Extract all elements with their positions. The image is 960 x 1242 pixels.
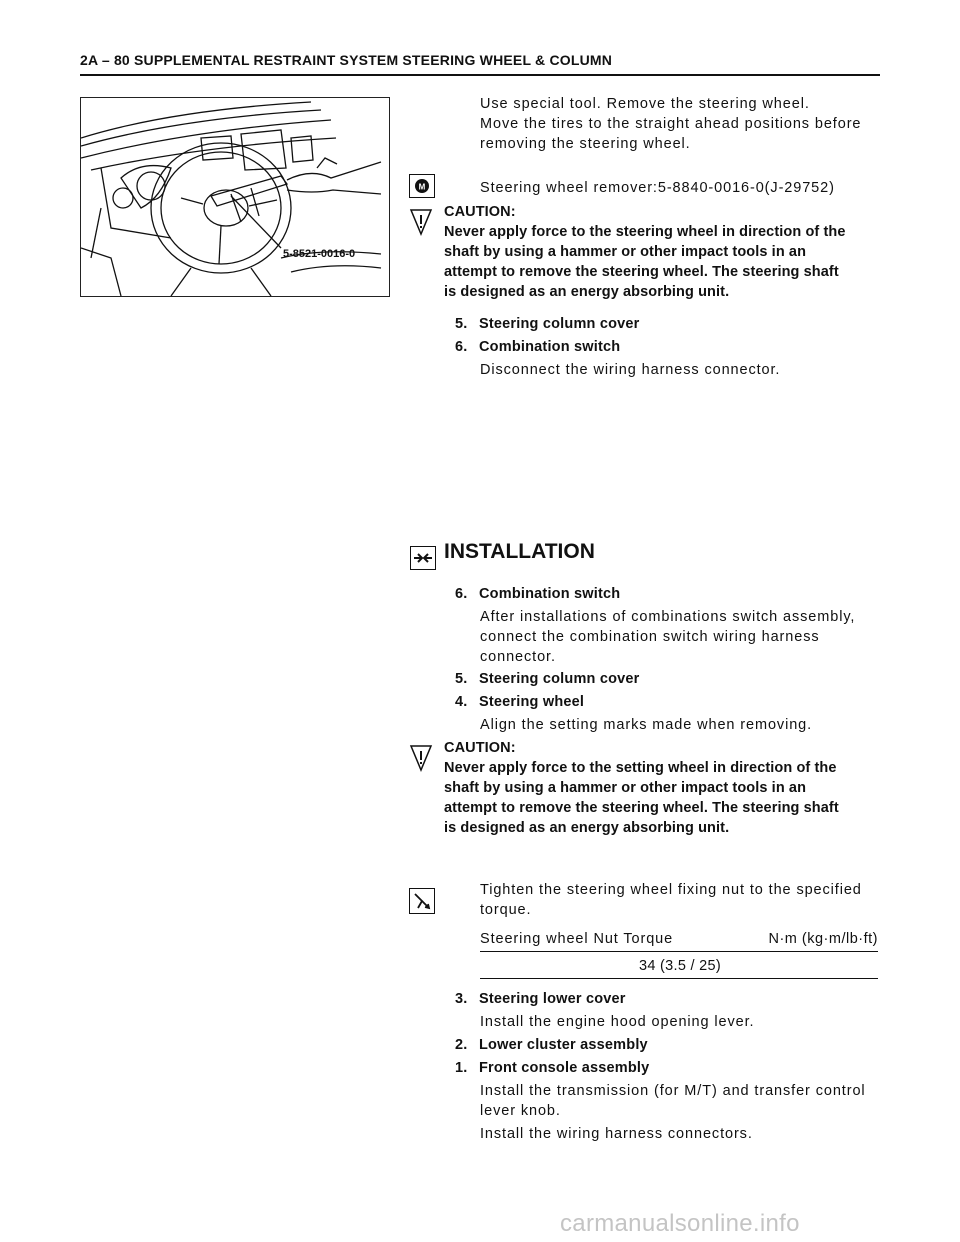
installation-caution [444,738,839,838]
steering-wheel-removal-illustration [80,97,390,297]
text-line: connector. [480,649,556,665]
steering-wheel-drawing [81,98,389,296]
svg-text:M: M [418,182,426,192]
watermark: carmanualsonline.info [560,1210,800,1237]
step-title: Steering column cover [479,316,640,332]
step-item [455,337,620,357]
step-title: Steering wheel [479,694,585,710]
step-number: 1. [455,1060,468,1076]
page-header: 2A – 80 SUPPLEMENTAL RESTRAINT SYSTEM STEERING WHEEL & COLUMN [80,52,613,68]
torque-table-value: 34 (3.5 / 25) [638,958,722,974]
step-note [480,1081,866,1144]
caution-line: Never apply force to the steering wheel in direction of the [444,224,846,240]
torque-table-unit: N·m (kg·m/lb·ft) [768,931,878,947]
torque-wrench-icon [409,888,435,914]
step-item [455,1058,649,1078]
step-note: Align the setting marks made when removing. [480,717,813,733]
text-line: lever knob. [480,1103,561,1119]
caution-line: attempt to remove the steering wheel. The steering shaft [444,264,839,280]
removal-intro [480,94,861,154]
tool-number-label: 5-8521-0016-0 [283,248,356,260]
torque-table-label: Steering wheel Nut Torque [480,931,674,947]
text-line: removing the steering wheel. [480,136,691,152]
step-title: Steering column cover [479,671,640,687]
step-number: 4. [455,694,468,710]
step-title: Combination switch [479,586,621,602]
text-line: After installations of combinations switch assembly, [480,609,856,625]
caution-title: CAUTION: [444,204,516,220]
text-line: Install the transmission (for M/T) and transfer control [480,1083,866,1099]
caution-line: is designed as an energy absorbing unit. [444,284,730,300]
step-number: 5. [455,316,468,332]
caution-line: is designed as an energy absorbing unit. [444,820,730,836]
step-item [455,1035,648,1055]
torque-table-rule-bottom [480,978,878,979]
step-item [455,584,620,604]
step-number: 6. [455,586,468,602]
step-number: 6. [455,339,468,355]
torque-intro [480,880,862,920]
step-note: Install the engine hood opening lever. [480,1014,755,1030]
caution-icon [409,744,433,772]
text-line: Tighten the steering wheel fixing nut to the specified [480,882,862,898]
torque-table-rule-top [480,951,878,952]
special-tool-icon [409,174,435,198]
caution-line: shaft by using a hammer or other impact tools in an [444,780,807,796]
step-note: Disconnect the wiring harness connector. [480,362,781,378]
step-title: Front console assembly [479,1060,650,1076]
special-tool-text: Steering wheel remover:5-8840-0016-0(J-29752) [480,180,835,196]
caution-title: CAUTION: [444,740,516,756]
step-title: Lower cluster assembly [479,1037,648,1053]
caution-line: Never apply force to the setting wheel in direction of the [444,760,837,776]
text-line: Use special tool. Remove the steering wheel. [480,96,810,112]
caution-icon [409,208,433,236]
step-title: Combination switch [479,339,621,355]
text-line: Move the tires to the straight ahead positions before [480,116,862,132]
step-item [455,314,640,334]
text-line: connect the combination switch wiring harness [480,629,820,645]
caution-line: shaft by using a hammer or other impact tools in an [444,244,807,260]
text-line: Install the wiring harness connectors. [480,1126,753,1142]
step-number: 5. [455,671,468,687]
step-item [455,989,626,1009]
step-item [455,692,584,712]
header-rule [80,74,880,76]
removal-caution [444,202,846,302]
step-item [455,669,640,689]
step-title: Steering lower cover [479,991,626,1007]
step-number: 2. [455,1037,468,1053]
text-line: torque. [480,902,532,918]
installation-icon [410,546,436,570]
step-number: 3. [455,991,468,1007]
caution-line: attempt to remove the steering wheel. The steering shaft [444,800,839,816]
installation-heading: INSTALLATION [444,540,595,563]
step-note [480,607,855,667]
